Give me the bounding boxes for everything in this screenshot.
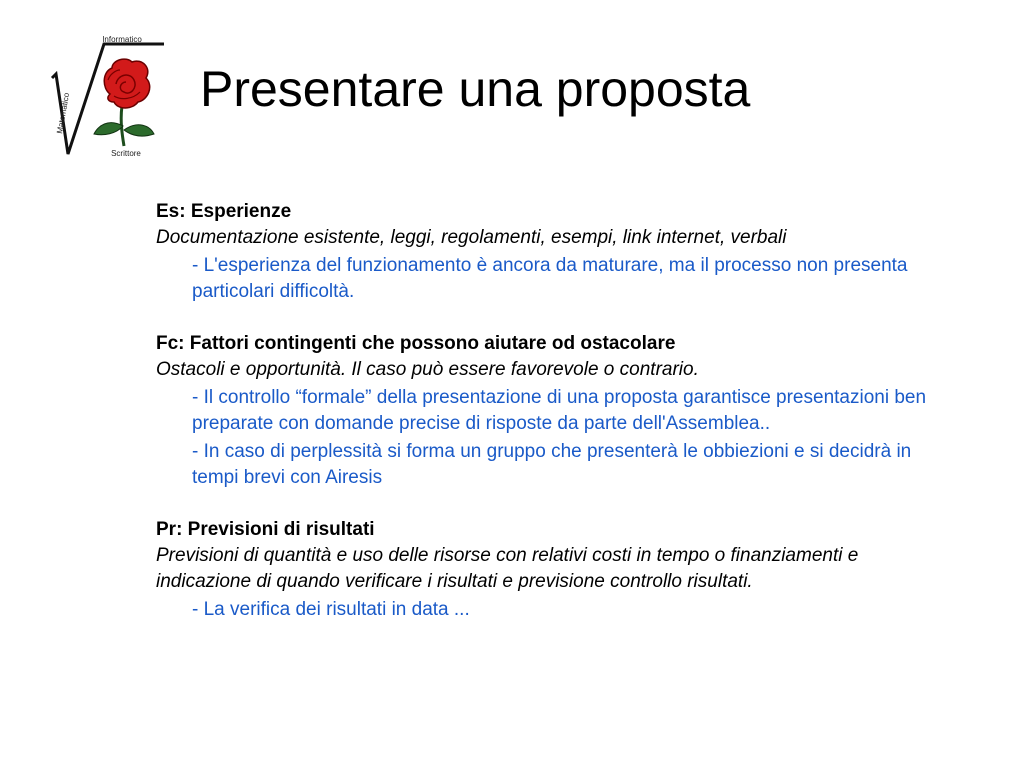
- section-heading: Es: Esperienze: [156, 201, 292, 222]
- section-description: Previsioni di quantità e uso delle risorse con relativi costi in tempo o finanziamenti e indicazione di quando verificare i risultati e previsione controllo risultati.: [156, 545, 859, 592]
- section-note: - In caso di perplessità si forma un gruppo che presenterà le obbiezioni e si decidrà in tempi brevi con Airesis: [192, 441, 912, 488]
- section-fattori: [156, 331, 956, 491]
- section-esperienze: [156, 199, 956, 305]
- rose-icon: [94, 59, 154, 146]
- logo-top-text: Informatico: [102, 35, 142, 44]
- section-heading: Pr: Previsioni di risultati: [156, 519, 375, 540]
- section-description: Ostacoli e opportunità. Il caso può essere favorevole o contrario.: [156, 359, 699, 380]
- logo-left-text: Matematico: [55, 92, 72, 135]
- section-previsioni: [156, 517, 956, 623]
- section-heading: Fc: Fattori contingenti che possono aiutare od ostacolare: [156, 333, 676, 354]
- content: [156, 199, 956, 649]
- section-description: Documentazione esistente, leggi, regolamenti, esempi, link internet, verbali: [156, 227, 787, 248]
- logo: [46, 34, 170, 160]
- section-note: - L'esperienza del funzionamento è ancora da maturare, ma il processo non presenta particolari difficoltà.: [192, 255, 908, 302]
- logo-bottom-text: Scrittore: [111, 149, 141, 158]
- section-note: - Il controllo “formale” della presentazione di una proposta garantisce presentazioni ben preparate con domande precise di risposte da parte dell'Assemblea..: [192, 387, 927, 434]
- section-note: - La verifica dei risultati in data ...: [192, 599, 470, 620]
- page-title: Presentare una proposta: [200, 61, 751, 117]
